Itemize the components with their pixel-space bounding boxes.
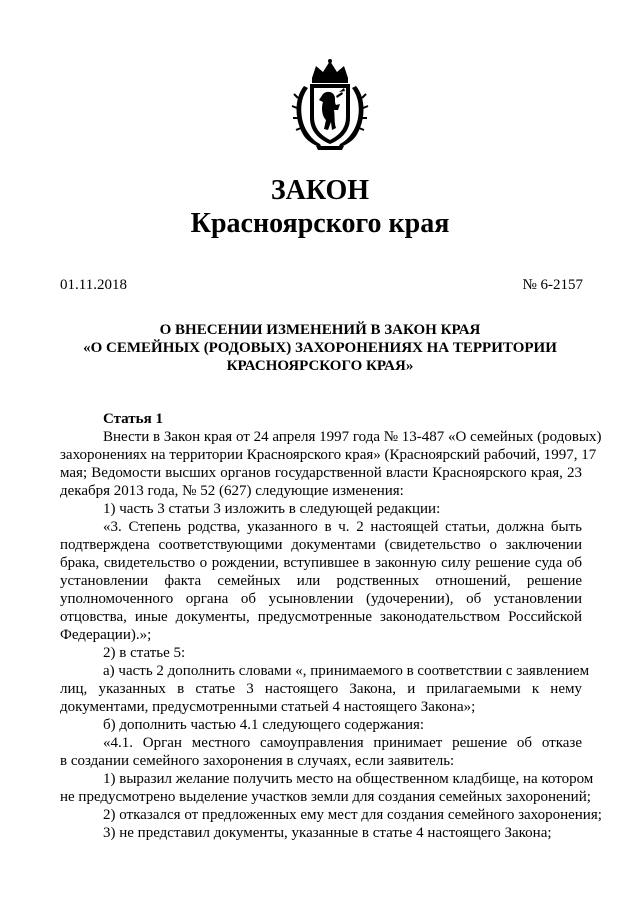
- document-date: 01.11.2018: [60, 277, 127, 293]
- text-line: мая; Ведомости высших органов государственной власти Красноярского края, 23: [60, 465, 582, 481]
- text-line: 1) выразил желание получить место на общественном кладбище, на котором: [103, 771, 594, 787]
- heading-line: «О СЕМЕЙНЫХ (РОДОВЫХ) ЗАХОРОНЕНИЯХ НА ТЕРРИТОРИИ: [83, 340, 557, 356]
- text-line: документами, предусмотренными статьей 4 настоящего Закона»;: [60, 699, 476, 715]
- text-line: 1) часть 3 статьи 3 изложить в следующей редакции:: [103, 501, 441, 517]
- law-heading: [60, 321, 580, 375]
- text-line: подтверждена соответствующими документами (свидетельство о заключении: [60, 537, 582, 553]
- text-line: брака, свидетельство о рождении, вступившее в законную силу решение суда об: [60, 555, 582, 571]
- law-title: ЗАКОН: [270, 175, 370, 206]
- law-subtitle: Красноярского края: [190, 208, 450, 239]
- text-line: отцовства, иные документы, предусмотренные законодательством Российской: [60, 609, 582, 625]
- text-line: не предусмотрено выделение участков земли для создания семейных захоронений;: [60, 789, 591, 805]
- text-line: а) часть 2 дополнить словами «, принимаемого в соответствии с заявлением: [103, 663, 590, 679]
- text-line: «4.1. Орган местного самоуправления принимает решение об отказе: [103, 735, 582, 751]
- text-line: захоронениях на территории Красноярского края» (Красноярский рабочий, 1997, 17: [60, 447, 597, 463]
- text-line: б) дополнить частью 4.1 следующего содержания:: [103, 717, 425, 733]
- text-line: лиц, указанных в статье 3 настоящего Закона, и прилагаемыми к нему: [60, 681, 582, 697]
- coat-of-arms-icon: [290, 58, 370, 152]
- text-line: установлении факта семейных или родственных отношений, решение: [60, 573, 582, 589]
- heading-line: КРАСНОЯРСКОГО КРАЯ»: [226, 358, 414, 374]
- text-line: в создании семейного захоронения в случаях, если заявитель:: [60, 753, 455, 769]
- text-line: «3. Степень родства, указанного в ч. 2 настоящей статьи, должна быть: [103, 519, 582, 535]
- text-line: Внести в Закон края от 24 апреля 1997 года № 13-487 «О семейных (родовых): [103, 429, 602, 445]
- text-line: 2) отказался от предложенных ему мест для создания семейного захоронения;: [103, 807, 602, 823]
- text-line: 3) не представил документы, указанные в статье 4 настоящего Закона;: [103, 825, 552, 841]
- heading-line: О ВНЕСЕНИИ ИЗМЕНЕНИЙ В ЗАКОН КРАЯ: [159, 322, 481, 338]
- article-body: [60, 428, 602, 842]
- text-line: Федерации).»;: [60, 627, 152, 643]
- text-line: 2) в статье 5:: [103, 645, 186, 661]
- document-number: № 6-2157: [522, 277, 583, 293]
- text-line: уполномоченного органа об усыновлении (удочерении), об установлении: [60, 591, 582, 607]
- article-title: Статья 1: [103, 411, 163, 427]
- text-line: декабря 2013 года, № 52 (627) следующие изменения:: [60, 483, 404, 499]
